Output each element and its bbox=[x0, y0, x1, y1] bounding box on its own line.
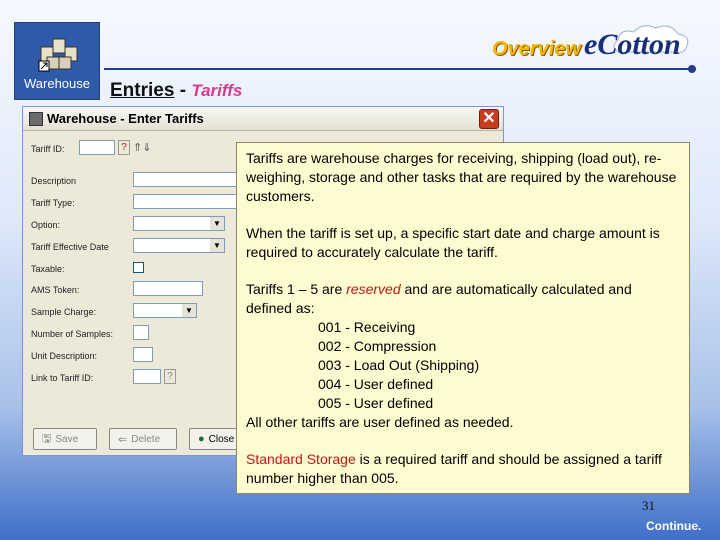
sample-charge-select[interactable] bbox=[133, 303, 197, 318]
close-icon: ● bbox=[198, 433, 205, 445]
tariff-type-label: Tariff Type: bbox=[31, 198, 75, 208]
heading-separator: - bbox=[174, 80, 192, 101]
tariffs-explanation-callout bbox=[236, 142, 690, 494]
continue-link[interactable]: Continue. bbox=[646, 519, 702, 533]
reserved-emphasis: reserved bbox=[346, 281, 401, 297]
window-title: Warehouse - Enter Tariffs bbox=[47, 111, 204, 126]
window-titlebar[interactable] bbox=[23, 107, 503, 131]
link-to-tariff-label: Link to Tariff ID: bbox=[31, 373, 94, 383]
page-number: 31 bbox=[642, 498, 655, 513]
overview-label: Overview bbox=[492, 38, 581, 60]
chevron-down-icon: ▼ bbox=[210, 239, 224, 252]
list-item: 003 - Load Out (Shipping) bbox=[318, 357, 480, 373]
delete-button-label: Delete bbox=[131, 433, 161, 445]
brand-divider-dot bbox=[688, 65, 696, 73]
taxable-checkbox[interactable] bbox=[133, 262, 144, 273]
list-item: 001 - Receiving bbox=[318, 319, 416, 335]
sample-charge-label: Sample Charge: bbox=[31, 307, 97, 317]
tariff-id-label: Tariff ID: bbox=[31, 144, 65, 154]
ams-token-input[interactable] bbox=[133, 281, 203, 296]
desktop-icon-label: Warehouse bbox=[24, 76, 90, 91]
para3-intro: Tariffs 1 – 5 are bbox=[246, 281, 347, 297]
number-of-samples-input[interactable] bbox=[133, 325, 149, 340]
link-to-tariff-input[interactable] bbox=[133, 369, 161, 384]
standard-storage-emphasis: Standard Storage bbox=[246, 451, 356, 467]
description-label: Description bbox=[31, 176, 77, 186]
callout-para-2: When the tariff is set up, a specific start date and charge amount is required to accurately calculate the tariff. bbox=[246, 225, 660, 260]
sort-arrows-icon[interactable]: ⇑⇓ bbox=[133, 142, 152, 154]
option-select[interactable] bbox=[133, 216, 225, 231]
callout-para-3 bbox=[246, 280, 681, 432]
delete-icon: ⇐ bbox=[118, 433, 128, 446]
callout-para-4 bbox=[246, 450, 681, 488]
description-input[interactable] bbox=[133, 172, 237, 187]
tariff-type-input[interactable] bbox=[133, 194, 237, 209]
list-item: 005 - User defined bbox=[318, 395, 434, 411]
chevron-down-icon: ▼ bbox=[210, 217, 224, 230]
save-button[interactable] bbox=[33, 428, 97, 450]
unit-description-input[interactable] bbox=[133, 347, 153, 362]
window-close-button[interactable]: ✕ bbox=[479, 109, 499, 129]
brand-divider bbox=[104, 68, 692, 70]
delete-button[interactable] bbox=[109, 428, 177, 450]
para3-rest: and are automatically calculated and defined as: bbox=[246, 281, 632, 316]
warehouse-desktop-icon[interactable] bbox=[14, 22, 100, 100]
taxable-label: Taxable: bbox=[31, 264, 65, 274]
window-app-icon bbox=[29, 112, 43, 126]
list-item: 004 - User defined bbox=[318, 376, 434, 392]
save-button-label: Save bbox=[55, 433, 79, 445]
effective-date-picker[interactable] bbox=[133, 238, 225, 253]
logo-e: e bbox=[584, 28, 598, 61]
option-label: Option: bbox=[31, 220, 61, 230]
number-of-samples-label: Number of Samples: bbox=[31, 329, 114, 339]
list-item: 002 - Compression bbox=[318, 338, 437, 354]
unit-description-label: Unit Description: bbox=[31, 351, 98, 361]
save-icon: 🖫 bbox=[42, 432, 52, 445]
chevron-down-icon: ▼ bbox=[182, 304, 196, 317]
warehouse-icon bbox=[37, 29, 81, 73]
ecotton-logo bbox=[584, 28, 681, 62]
effective-date-label: Tariff Effective Date bbox=[31, 242, 109, 252]
close-button-label: Close bbox=[208, 433, 235, 445]
reserved-tariff-list bbox=[318, 318, 681, 413]
heading-subtitle: Tariffs bbox=[191, 81, 243, 100]
other-tariffs-note: All other tariffs are user defined as needed. bbox=[246, 414, 514, 430]
slide-heading bbox=[110, 80, 242, 102]
para4-rest: is a required tariff and should be assigned a tariff number higher than 005. bbox=[246, 451, 662, 486]
link-tariff-lookup-button[interactable]: ? bbox=[164, 369, 176, 384]
tariff-lookup-button[interactable]: ? bbox=[118, 140, 130, 155]
ams-token-label: AMS Token: bbox=[31, 285, 80, 295]
logo-cotton: Cotton bbox=[597, 28, 681, 61]
tariff-id-input[interactable] bbox=[79, 140, 115, 155]
heading-title: Entries bbox=[110, 80, 175, 101]
callout-para-1: Tariffs are warehouse charges for receiving, shipping (load out), re-weighing, storage and other tasks that are required by the warehouse customers. bbox=[246, 150, 677, 204]
